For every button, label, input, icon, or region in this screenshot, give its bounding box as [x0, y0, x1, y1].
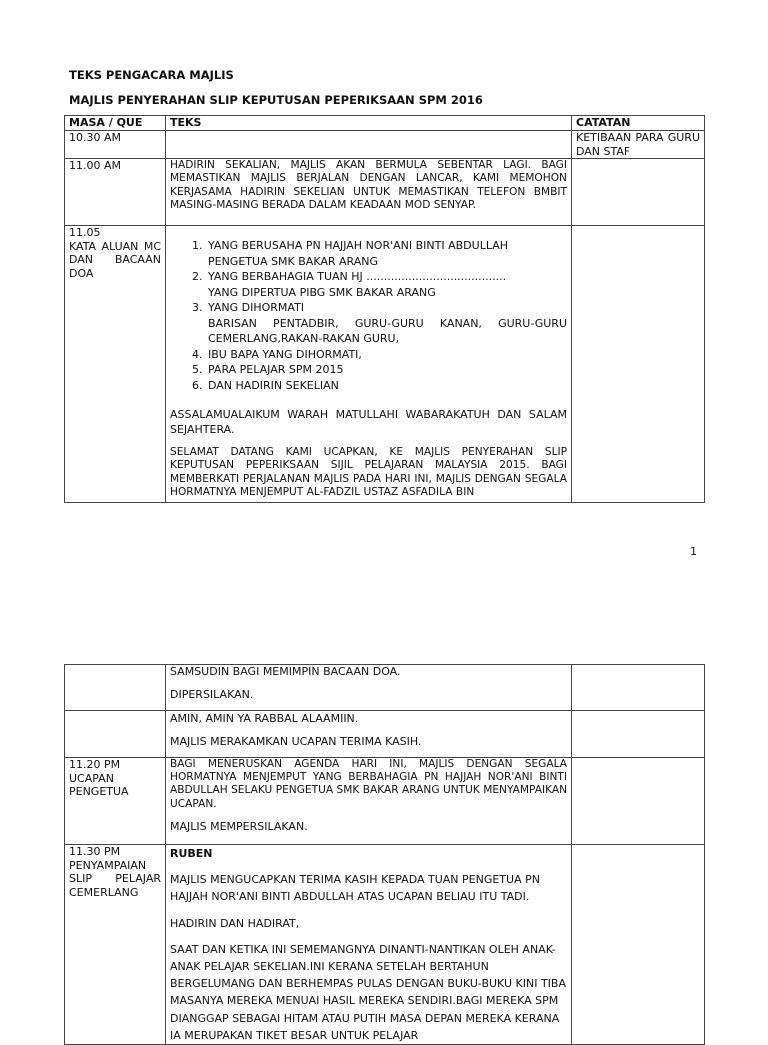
table-row: [65, 845, 705, 1045]
masa-cell: [65, 845, 166, 1045]
spm-paragraph: SAAT DAN KETIKA INI SEMEMANGNYA DINANTI-NANTIKAN OLEH ANAK-ANAK PELAJAR SEKELIAN.INI KERANA SETELAH BERTAHUN BERGELUMANG DAN BERHEMPAS PULAS DENGAN BUKU-BUKU KINI TIBA MASANYA MEREKA MENUAI HASIL MEREKA SENDIRI.BAGI MEREKA SPM DIANGGAP SEBAGAI HITAM ATAU PUTIH MASA DEPAN MEREKA KERANA IA MERUPAKAN TIKET BESAR UNTUK PELAJAR: [170, 942, 566, 1042]
dipersilakan-line: DIPERSILAKAN.: [170, 687, 254, 701]
catatan-cell: [572, 845, 705, 1045]
masa-cell: [65, 226, 166, 503]
ucapan-text: BAGI MENERUSKAN AGENDA HARI INI, MAJLIS DENGAN SEGALA HORMATNYA MENJEMPUT YANG BERBAHAGIA PN HAJJAH NOR'ANI BINTI ABDULLAH SELAKU PENGETUA SMK BAKAR ARANG UNTUK MENYAMPAIKAN UCAPAN.: [170, 758, 567, 810]
teks-cell: [166, 665, 572, 711]
program-table-page2: [64, 664, 705, 1045]
list-item: 3. YANG DIHORMATI BARISAN PENTADBIR, GURU-GURU KANAN, GURU-GURU CEMERLANG,RAKAN-RAKAN GURU,: [206, 300, 567, 347]
hadirin-line: HADIRIN DAN HADIRAT,: [170, 916, 300, 930]
welcome-text: SELAMAT DATANG KAMI UCAPKAN, KE MAJLIS PENYERAHAN SLIP KEPUTUSAN PEPERIKSAAN SIJIL PELAJARAN MALAYSIA 2015. BAGI MEMBERKATI PERJALANAN MAJLIS PADA HARI INI, MAJLIS DENGAN SEGALA HORMATNYA MENJEMPUT AL-FADZIL USTAZ ASFADILA BIN: [170, 446, 567, 498]
teks-cell: HADIRIN SEKALIAN, MAJLIS AKAN BERMULA SEBENTAR LAGI. BAGI MEMASTIKAN MAJLIS BERJALAN DENGAN LANCAR, KAMI MEMOHON KERJASAMA HADIRIN SEKELIAN UNTUK MEMASTIKAN TELEFON BMBIT MASING-MASING BERADA DALAM KEADAAN MOD SENYAP.: [166, 159, 572, 226]
table-row: [65, 159, 705, 226]
teks-cell: [166, 131, 572, 159]
title: TEKS PENGACARA MAJLIS: [69, 68, 234, 82]
masa-time: 11.30 PM: [69, 845, 121, 858]
ruben-label: RUBEN: [170, 847, 213, 860]
catatan-cell: [572, 711, 705, 758]
masa-desc: UCAPAN PENGETUA: [69, 771, 129, 799]
thanks-paragraph: MAJLIS MENGUCAPKAN TERIMA KASIH KEPADA TUAN PENGETUA PN HAJJAH NOR'ANI BINTI ABDULLAH ATAS UCAPAN BELIAU ITU TADI.: [170, 873, 540, 904]
table-row: [65, 226, 705, 503]
list-item: 6. DAN HADIRIN SEKELIAN: [206, 378, 567, 394]
catatan-cell: [572, 758, 705, 845]
catatan-cell: [572, 665, 705, 711]
table-row: [65, 711, 705, 758]
list-item: 1. YANG BERUSAHA PN HAJJAH NOR'ANI BINTI ABDULLAH PENGETUA SMK BAKAR ARANG: [206, 238, 567, 269]
teks-cell: [166, 845, 572, 1045]
teks-cell: [166, 758, 572, 845]
table-row: [65, 131, 705, 159]
masa-cell: [65, 665, 166, 711]
list-item: 2. YANG BERBAHAGIA TUAN HJ ........................................ YANG DIPERTUA PIBG SMK BAKAR ARANG: [206, 269, 567, 300]
masa-cell: 11.00 AM: [65, 159, 166, 226]
masa-time: 11.20 PM: [69, 758, 121, 771]
program-table-page1: [64, 115, 705, 503]
amin-line: AMIN, AMIN YA RABBAL ALAAMIIN.: [170, 712, 359, 725]
salam-text: ASSALAMUALAIKUM WARAH MATULLAHI WABARAKATUH DAN SALAM SEJAHTERA.: [170, 408, 567, 437]
doa-line: SAMSUDIN BAGI MEMIMPIN BACAAN DOA.: [170, 665, 401, 678]
masa-time: 11.05: [69, 226, 101, 240]
masa-desc: PENYAMPAIAN SLIP PELAJAR CEMERLANG: [69, 858, 161, 899]
masa-desc: KATA ALUAN MC DAN BACAAN DOA: [69, 239, 161, 280]
subtitle: MAJLIS PENYERAHAN SLIP KEPUTUSAN PEPERIKSAAN SPM 2016: [69, 93, 483, 107]
teks-cell: [166, 711, 572, 758]
table-header-row: [65, 116, 705, 131]
list-item: 4. IBU BAPA YANG DIHORMATI,: [206, 347, 567, 363]
catatan-cell: [572, 159, 705, 226]
masa-cell: [65, 758, 166, 845]
catatan-cell: KETIBAAN PARA GURU DAN STAF: [572, 131, 705, 159]
header-masa: MASA / QUE: [65, 116, 166, 131]
mempersilakan-line: MAJLIS MEMPERSILAKAN.: [170, 819, 308, 833]
teks-cell: [166, 226, 572, 503]
table-row: [65, 665, 705, 711]
guest-list: [170, 238, 567, 393]
header-teks: TEKS: [166, 116, 572, 131]
masa-cell: [65, 711, 166, 758]
page-number: 1: [690, 545, 697, 558]
header-catatan: CATATAN: [572, 116, 705, 131]
catatan-cell: [572, 226, 705, 503]
table-row: [65, 758, 705, 845]
list-item: 5. PARA PELAJAR SPM 2015: [206, 362, 567, 378]
masa-cell: 10.30 AM: [65, 131, 166, 159]
terima-kasih-line: MAJLIS MERAKAMKAN UCAPAN TERIMA KASIH.: [170, 734, 422, 748]
